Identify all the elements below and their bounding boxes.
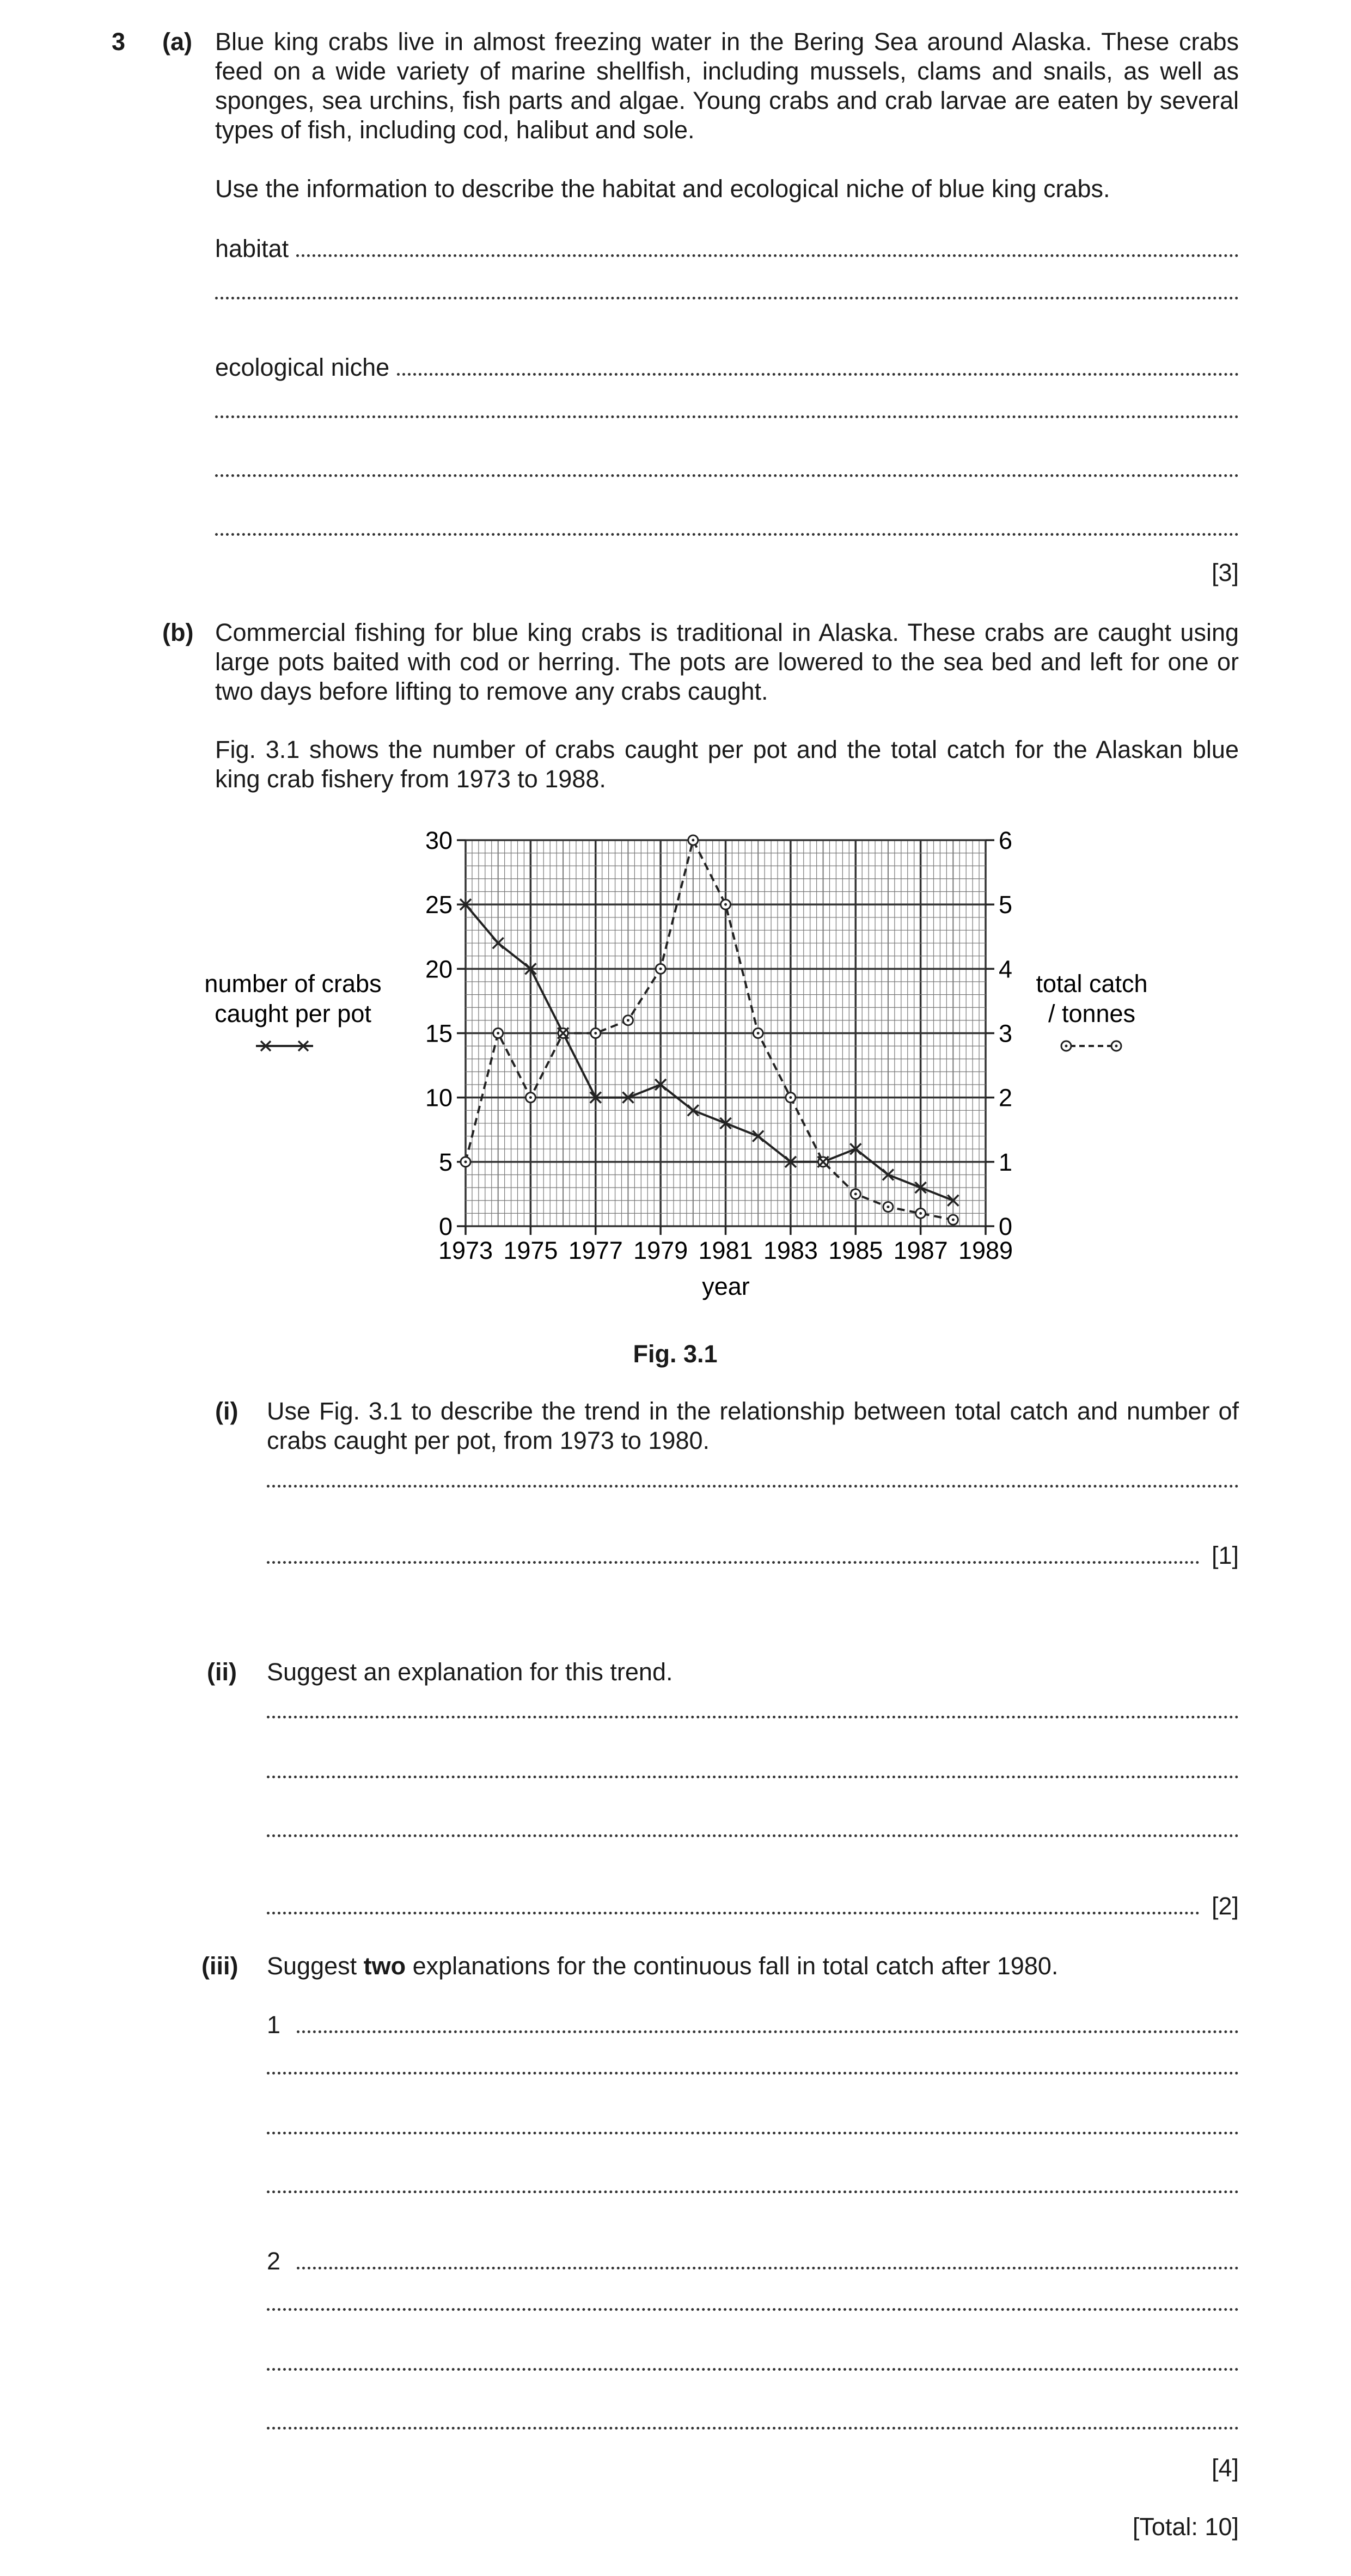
sub-iii-item-2-row-4[interactable]: [267, 2424, 1239, 2436]
part-a-label: (a): [162, 28, 192, 56]
sub-iii-marks: [4]: [1211, 2454, 1239, 2482]
part-b-fig-intro: Fig. 3.1 shows the number of crabs caught per pot and the total catch for the Alaskan blue king crab fishery from 1973 to 1988.: [215, 736, 1239, 793]
left-axis-ticks: [425, 827, 466, 1240]
left-legend-key: [256, 1041, 313, 1051]
catch-data-point-center: [464, 1160, 467, 1163]
sub-ii-answer-row-2[interactable]: [267, 1773, 1239, 1785]
right-tick-label: 1: [999, 1148, 1013, 1176]
right-axis-label-2: / tonnes: [1048, 1000, 1136, 1027]
catch-data-point-center: [627, 1019, 629, 1021]
x-tick-label: 1981: [698, 1237, 753, 1264]
answer-line[interactable]: [267, 2424, 1239, 2430]
sub-iii-item-1-row[interactable]: [267, 2010, 1239, 2040]
sub-ii-marks: [2]: [1211, 1892, 1239, 1920]
catch-data-point-center: [692, 839, 694, 842]
left-tick-label: 15: [425, 1019, 453, 1048]
item-2-number: 2: [267, 2247, 281, 2275]
series-catch-line: [466, 840, 953, 1220]
answer-line[interactable]: [267, 1909, 1200, 1914]
answer-line[interactable]: [297, 2028, 1239, 2033]
right-legend-key: [1061, 1041, 1122, 1051]
x-tick-label: 1973: [438, 1237, 493, 1264]
left-tick-label: 0: [438, 1213, 453, 1240]
right-tick-label: 3: [999, 1019, 1013, 1048]
answer-line[interactable]: [267, 2129, 1239, 2134]
sub-iii-text-bold: two: [363, 1952, 406, 1980]
sub-iii-item-2-row[interactable]: [267, 2247, 1239, 2276]
sub-iii-item-1-row-2[interactable]: [267, 2069, 1239, 2081]
x-tick-label: 1979: [633, 1237, 688, 1264]
right-tick-label: 0: [999, 1213, 1013, 1240]
x-tick-label: 1977: [568, 1237, 623, 1264]
answer-line[interactable]: [267, 1558, 1200, 1564]
catch-data-point-center: [952, 1219, 955, 1221]
answer-line[interactable]: [267, 2188, 1239, 2193]
total-marks: [Total: 10]: [1132, 2513, 1239, 2541]
answer-line[interactable]: [267, 1773, 1239, 1778]
answer-line[interactable]: [267, 2305, 1239, 2311]
catch-data-point-center: [887, 1206, 889, 1208]
x-tick-label: 1987: [893, 1237, 948, 1264]
series-crabs-markers: [460, 899, 958, 1206]
left-tick-label: 20: [425, 955, 453, 983]
niche-label: ecological niche: [215, 353, 390, 381]
answer-line[interactable]: [267, 2365, 1239, 2371]
sub-ii-answer-row-4[interactable]: [267, 1892, 1239, 1921]
catch-data-point-center: [659, 968, 662, 970]
sub-i-marks: [1]: [1211, 1541, 1239, 1569]
answer-line[interactable]: [267, 1832, 1239, 1837]
catch-data-point-center: [757, 1032, 760, 1035]
catch-data-point-center: [789, 1096, 792, 1099]
sub-i-text: Use Fig. 3.1 to describe the trend in the relationship between total catch and number of crabs caught per pot, from 1973 to 1980.: [267, 1397, 1239, 1454]
answer-line[interactable]: [267, 2069, 1239, 2075]
left-axis-label-1: number of crabs: [204, 970, 382, 998]
answer-line[interactable]: [297, 2264, 1239, 2269]
x-tick-label: 1989: [958, 1237, 1013, 1264]
right-tick-label: 6: [999, 827, 1013, 854]
answer-line[interactable]: [267, 1713, 1239, 1718]
left-axis-label-2: caught per pot: [215, 1000, 371, 1027]
x-tick-label: 1983: [763, 1237, 818, 1264]
catch-data-point-center: [919, 1212, 922, 1215]
answer-line[interactable]: [267, 1482, 1239, 1488]
series-catch-markers: [461, 835, 958, 1225]
part-b-label: (b): [162, 619, 194, 646]
left-tick-label: 25: [425, 891, 453, 919]
series-crabs-line: [466, 904, 953, 1201]
right-tick-label: 4: [999, 955, 1013, 983]
right-axis-ticks: [986, 827, 1012, 1240]
x-tick-label: 1985: [828, 1237, 883, 1264]
sub-iii-item-1-row-3[interactable]: [267, 2129, 1239, 2141]
part-a-marks: [3]: [1211, 559, 1239, 586]
x-tick-label: 1975: [503, 1237, 558, 1264]
left-tick-label: 5: [438, 1148, 453, 1176]
right-tick-label: 2: [999, 1084, 1013, 1112]
right-axis-label-1: total catch: [1036, 970, 1148, 998]
sub-iii-item-1-row-4[interactable]: [267, 2188, 1239, 2200]
sub-ii-label: (ii): [207, 1658, 237, 1686]
sub-iii-item-2-row-3[interactable]: [267, 2365, 1239, 2377]
sub-iii-text-before: Suggest: [267, 1952, 364, 1980]
sub-ii-answer-row-3[interactable]: [267, 1832, 1239, 1844]
catch-data-point-center: [529, 1096, 532, 1099]
x-axis-label: year: [702, 1272, 750, 1300]
chart-grid: [466, 840, 986, 1226]
habitat-label: habitat: [215, 235, 289, 262]
right-tick-label: 5: [999, 891, 1013, 919]
sub-ii-text: Suggest an explanation for this trend.: [267, 1658, 673, 1686]
fig-caption: Fig. 3.1: [633, 1340, 718, 1368]
sub-iii-text-after: explanations for the continuous fall in total catch after 1980.: [406, 1952, 1059, 1980]
question-number: 3: [112, 28, 126, 56]
sub-i-answer-row-2[interactable]: [267, 1541, 1239, 1570]
sub-iii-text: [267, 1951, 1239, 1981]
catch-data-point-center: [724, 903, 727, 906]
x-axis-ticks: [438, 1226, 1013, 1264]
catch-data-point-center: [854, 1192, 857, 1195]
sub-iii-label: (iii): [201, 1952, 239, 1980]
part-a-prompt: Use the information to describe the habitat and ecological niche of blue king crabs.: [215, 175, 1110, 203]
item-1-number: 1: [267, 2011, 281, 2039]
catch-data-point-center: [497, 1032, 499, 1035]
sub-i-label: (i): [215, 1397, 239, 1425]
left-tick-label: 30: [425, 827, 453, 854]
part-a-intro: Blue king crabs live in almost freezing water in the Bering Sea around Alaska. These crabs feed on a wide variety of marine shellfish, including mussels, clams and snails, as well as sponges, sea urchins, fish parts and algae. Young crabs and crab larvae are eaten by several types of fish, including cod, halibut and sole.: [215, 28, 1239, 144]
sub-iii-item-2-row-2[interactable]: [267, 2305, 1239, 2317]
catch-data-point-center: [594, 1032, 597, 1035]
left-tick-label: 10: [425, 1084, 453, 1112]
sub-ii-answer-row-1[interactable]: [267, 1713, 1239, 1725]
sub-i-answer-row-1[interactable]: [267, 1482, 1239, 1494]
part-b-intro: Commercial fishing for blue king crabs is traditional in Alaska. These crabs are caught using large pots baited with cod or herring. The pots are lowered to the sea bed and left for one or two days before lifting to remove any crabs caught.: [215, 619, 1239, 705]
